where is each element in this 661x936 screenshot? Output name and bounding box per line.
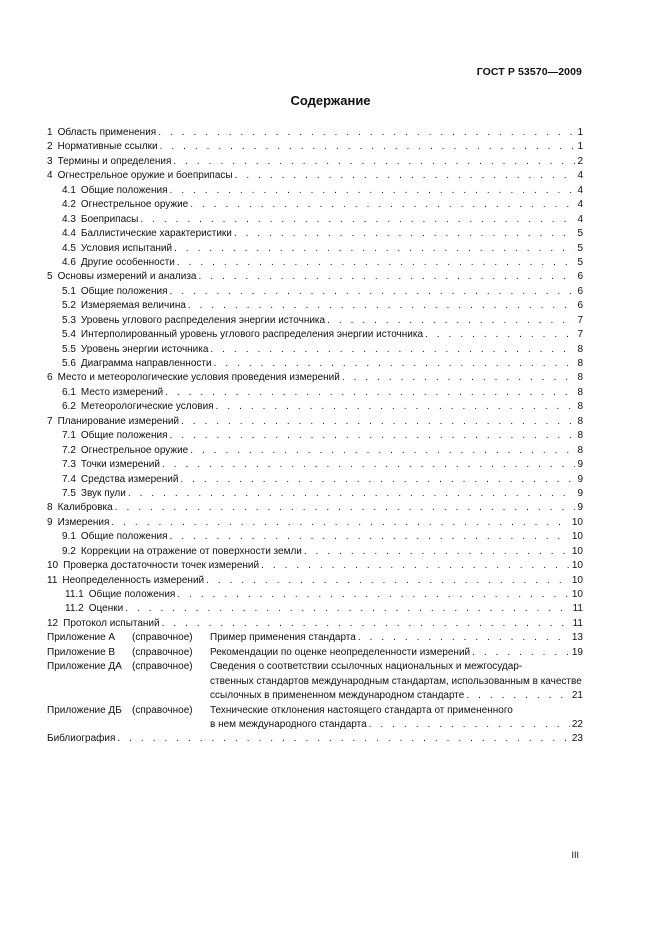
toc-entry-title: Калибровка <box>57 502 113 514</box>
toc-entry-number: 4.4 <box>62 228 76 240</box>
toc-entry-page: 4 <box>577 199 583 211</box>
dot-leader <box>234 227 576 241</box>
dot-leader <box>115 501 576 515</box>
appendix-page: 13 <box>571 632 583 644</box>
toc-entry-number: 9 <box>47 516 53 528</box>
toc-entry-number: 1 <box>47 127 53 138</box>
appendix-kind: (справочное) <box>132 661 193 673</box>
toc-entry-page: 8 <box>577 401 583 413</box>
toc-entry-title: Уровень углового распределения энергии источника <box>80 314 326 326</box>
appendix-title <box>210 704 583 733</box>
toc-entry[interactable] <box>47 458 583 472</box>
toc-entry-label <box>62 256 175 270</box>
toc-entry-title: Баллистические характеристики <box>80 228 232 240</box>
toc-entry-number: 4.1 <box>62 184 76 196</box>
toc-entry[interactable] <box>47 299 583 313</box>
toc-entry-label <box>62 328 423 342</box>
toc-entry[interactable] <box>47 256 583 270</box>
toc-entry-number: 6.2 <box>62 401 76 413</box>
dot-leader <box>158 126 575 140</box>
toc-entry-number: 4.3 <box>62 213 76 225</box>
dot-leader <box>304 545 570 559</box>
toc-entry-title: Другие особенности <box>80 256 175 268</box>
toc-entry-number: 4.5 <box>62 242 76 254</box>
toc-entry-number: 5.4 <box>62 329 76 341</box>
appendix-page: 22 <box>571 718 583 730</box>
toc-entry-label <box>62 285 168 299</box>
toc-entry-label <box>62 487 126 501</box>
toc-entry-label <box>62 213 138 227</box>
toc-entry-page: 8 <box>577 415 583 427</box>
toc-entry-title: Интерполированный уровень углового распределения энергии источника <box>80 329 424 341</box>
toc-entry-title: Диаграмма направленности <box>80 358 212 369</box>
toc-entry-label <box>47 155 171 169</box>
dot-leader <box>358 631 570 645</box>
dot-leader <box>140 213 575 227</box>
toc-entry-label <box>62 545 302 559</box>
toc-entry-page: 8 <box>577 372 583 384</box>
toc-entry-label <box>62 458 160 472</box>
toc-entry-page: 10 <box>571 531 583 543</box>
toc-entry-label <box>62 473 178 487</box>
toc-entry-label <box>47 574 204 588</box>
appendix-title-line: Технические отклонения настоящего стандарта от примененного <box>210 704 513 716</box>
toc-entry-title: Условия испытаний <box>80 242 173 254</box>
toc-entry-title: Звук пули <box>80 487 126 499</box>
toc-entry-label <box>47 371 340 385</box>
toc-entry[interactable] <box>47 213 583 227</box>
appendix-title-line <box>210 631 583 645</box>
toc-entry-number: 10 <box>47 560 59 572</box>
toc-entry-number: 5.2 <box>62 300 76 312</box>
toc-entry-page: 10 <box>571 589 583 600</box>
toc-entry-number: 5.3 <box>62 314 76 326</box>
toc-entry[interactable] <box>47 415 583 429</box>
toc-entry-label <box>62 184 168 198</box>
toc-entry-number: 7.2 <box>62 444 76 456</box>
toc-entry-number: 7 <box>47 415 53 427</box>
appendix-name: Приложение А <box>47 632 116 644</box>
toc-entry-title: Нормативные ссылки <box>57 141 158 153</box>
dot-leader <box>117 732 569 746</box>
toc-entry-title: Оценки <box>88 603 124 615</box>
dot-leader <box>216 400 576 414</box>
dot-leader <box>177 256 576 270</box>
toc-entry-page: 6 <box>577 300 583 312</box>
toc-entry-label <box>62 386 163 400</box>
toc-entry-label <box>62 357 212 371</box>
dot-leader <box>214 357 576 371</box>
toc-entry-page: 1 <box>577 141 583 153</box>
toc-entry[interactable] <box>47 444 583 458</box>
toc-entry[interactable] <box>47 242 583 256</box>
toc-entry-label <box>47 126 156 140</box>
toc-entry[interactable] <box>47 198 583 212</box>
toc-entry-page: 4 <box>577 170 583 182</box>
toc-entry[interactable] <box>47 155 583 169</box>
dot-leader <box>206 574 570 588</box>
toc-entry-title: Термины и определения <box>57 155 172 167</box>
bibliography-entry[interactable] <box>47 732 583 746</box>
toc-entry-page: 11 <box>572 603 583 615</box>
toc-entry-page: 11 <box>572 617 583 629</box>
toc-entry-label <box>47 559 259 573</box>
dot-leader <box>466 689 570 703</box>
dot-leader <box>188 299 576 313</box>
dot-leader <box>165 386 575 400</box>
toc-entry-title: Измеряемая величина <box>80 300 186 312</box>
toc-entry-page: 9 <box>577 473 583 485</box>
toc-entry-number: 4.6 <box>62 256 76 268</box>
toc-entry-number: 5.6 <box>62 358 76 369</box>
dot-leader <box>472 646 570 660</box>
toc-entry-number: 12 <box>47 617 59 629</box>
toc-entry-page: 10 <box>571 574 583 586</box>
toc-entry[interactable] <box>47 516 583 530</box>
toc-entry-title: Точки измерений <box>80 459 160 471</box>
toc-entry-page: 9 <box>577 487 583 499</box>
appendix-kind: (справочное) <box>132 632 193 644</box>
appendix-entry[interactable] <box>47 660 583 703</box>
toc-entry-label <box>62 444 188 458</box>
toc-entry-title: Огнестрельное оружие и боеприпасы <box>57 170 233 182</box>
toc-entry-label <box>47 617 160 631</box>
toc-entry-label <box>62 242 172 256</box>
appendix-title-line <box>210 689 583 703</box>
toc-entry-page: 6 <box>577 271 583 283</box>
dot-leader <box>162 458 575 472</box>
toc-entry-title: Общие положения <box>88 589 176 600</box>
toc-entry-label <box>62 429 168 443</box>
toc-entry[interactable] <box>47 400 583 414</box>
appendix-title-text: Пример применения стандарта <box>210 632 356 644</box>
page-title: Содержание <box>290 93 371 108</box>
toc-entry[interactable] <box>47 617 583 631</box>
toc-entry-number: 2 <box>47 141 53 153</box>
toc-entry-label <box>62 314 325 328</box>
appendix-title-line <box>210 718 583 732</box>
toc-entry-number: 11.2 <box>65 603 84 615</box>
toc-entry-label <box>62 198 188 212</box>
toc-entry-title: Измерения <box>57 516 110 528</box>
toc-entry-number: 6 <box>47 372 53 384</box>
toc-entry-page: 5 <box>577 242 583 254</box>
toc-entry-number: 7.4 <box>62 473 76 485</box>
toc-entry[interactable] <box>47 328 583 342</box>
toc-entry[interactable] <box>47 126 583 140</box>
toc-entry-page: 8 <box>577 386 583 398</box>
page-number: III <box>571 850 579 860</box>
toc-entry-title: Боеприпасы <box>80 213 139 225</box>
toc-entry-page: 10 <box>571 545 583 557</box>
dot-leader <box>125 602 570 616</box>
toc-entry-page: 7 <box>577 314 583 326</box>
appendix-title-text: в нем международного стандарта <box>210 718 367 730</box>
toc-entry[interactable] <box>47 473 583 487</box>
toc-entry-page: 8 <box>577 444 583 456</box>
toc-entry-page: 1 <box>577 127 583 138</box>
toc-entry-title: Огнестрельное оружие <box>80 444 189 456</box>
toc-entry-number: 5.5 <box>62 343 76 355</box>
dot-leader <box>162 617 571 631</box>
bibliography-page: 23 <box>571 733 583 745</box>
toc-entry-page: 5 <box>577 256 583 268</box>
toc-entry-label <box>65 588 175 602</box>
appendix-title-text: ссылочных в примененном международном стандарте <box>210 690 465 702</box>
toc-entry-title: Планирование измерений <box>57 415 180 427</box>
document-id: ГОСТ Р 53570—2009 <box>476 66 582 78</box>
toc-entry-title: Средства измерений <box>80 473 179 485</box>
toc-entry-page: 4 <box>577 184 583 196</box>
toc-entry-label <box>47 501 113 515</box>
appendix-kind: (справочное) <box>132 704 193 716</box>
toc-entry-number: 3 <box>47 155 53 167</box>
dot-leader <box>261 559 570 573</box>
toc-entry-page: 4 <box>577 213 583 225</box>
toc-entry-title: Общие положения <box>80 285 168 297</box>
appendix-name: Приложение В <box>47 646 116 658</box>
appendix-title <box>210 646 583 660</box>
appendix-entry[interactable] <box>47 704 583 733</box>
toc-entry-label <box>47 415 179 429</box>
toc-entry[interactable] <box>47 574 583 588</box>
toc-entry-number: 5 <box>47 271 53 283</box>
toc-entry-title: Метеорологические условия <box>80 401 214 413</box>
toc-entry[interactable] <box>47 545 583 559</box>
toc-entry-title: Общие положения <box>80 531 168 543</box>
toc-entry-page: 7 <box>577 329 583 341</box>
toc-entry-label <box>62 299 186 313</box>
toc-entry-title: Место и метеорологические условия проведения измерений <box>57 372 340 384</box>
appendix-title <box>210 660 583 703</box>
toc-entry-number: 9.2 <box>62 545 76 557</box>
toc-entry[interactable] <box>47 530 583 544</box>
toc-entry[interactable] <box>47 169 583 183</box>
dot-leader <box>369 718 570 732</box>
toc-entry-number: 4.2 <box>62 199 76 211</box>
appendix-page: 21 <box>571 690 583 702</box>
appendix-entry[interactable] <box>47 631 583 645</box>
dot-leader <box>198 270 575 284</box>
appendix-title-text: Рекомендации по оценке неопределенности измерений <box>210 646 471 658</box>
toc-entry-number: 7.5 <box>62 487 76 499</box>
dot-leader <box>173 155 575 169</box>
toc-entry-number: 8 <box>47 502 53 514</box>
toc-entry-number: 4 <box>47 170 53 182</box>
dot-leader <box>180 473 575 487</box>
appendix-name: Приложение ДА <box>47 661 122 673</box>
toc-entry-title: Основы измерений и анализа <box>57 271 197 283</box>
appendix-name: Приложение ДБ <box>47 704 122 716</box>
dot-leader <box>210 343 575 357</box>
toc-entry-title: Коррекции на отражение от поверхности земли <box>80 545 302 557</box>
toc-entry[interactable] <box>47 602 583 616</box>
toc-entry[interactable] <box>47 285 583 299</box>
dot-leader <box>170 530 570 544</box>
toc-entry-page: 10 <box>571 516 583 528</box>
dot-leader <box>425 328 575 342</box>
dot-leader <box>170 184 576 198</box>
dot-leader <box>342 371 576 385</box>
dot-leader <box>190 444 575 458</box>
appendix-kind: (справочное) <box>132 646 193 658</box>
toc-entry-title: Общие положения <box>80 184 168 196</box>
dot-leader <box>170 429 576 443</box>
toc-entry-title: Неопределенность измерений <box>62 574 205 586</box>
toc-entry-label <box>62 400 214 414</box>
dot-leader <box>181 415 575 429</box>
toc-entry[interactable] <box>47 487 583 501</box>
toc-entry-number: 9.1 <box>62 531 76 543</box>
toc-entry[interactable] <box>47 314 583 328</box>
dot-leader <box>170 285 576 299</box>
toc-entry-title: Протокол испытаний <box>63 617 160 629</box>
toc-entry-page: 10 <box>571 560 583 572</box>
appendix-title-line <box>210 646 583 660</box>
toc-entry-page: 9 <box>577 459 583 471</box>
dot-leader <box>128 487 576 501</box>
toc-entry[interactable] <box>47 357 583 371</box>
toc-entry-number: 6.1 <box>62 386 76 398</box>
toc-entry-label <box>47 140 158 154</box>
dot-leader <box>174 242 575 256</box>
appendix-page: 19 <box>571 646 583 658</box>
toc-entry-label <box>62 530 168 544</box>
appendix-title-line: Сведения о соответствии ссылочных национальных и межгосудар- <box>210 661 523 673</box>
toc-entry-page: 5 <box>577 228 583 240</box>
bibliography-title: Библиография <box>47 733 116 745</box>
toc-entry-label <box>65 602 123 616</box>
appendix-entry[interactable] <box>47 646 583 660</box>
toc-entry-title: Место измерений <box>80 386 164 398</box>
toc-entry-page: 8 <box>577 343 583 355</box>
toc-entry[interactable] <box>47 371 583 385</box>
toc-entry-title: Уровень энергии источника <box>80 343 209 355</box>
toc-entry[interactable] <box>47 343 583 357</box>
dot-leader <box>111 516 569 530</box>
appendix-title-line: ственных стандартов международным стандартам, использованным в качестве <box>210 675 582 687</box>
appendix-title <box>210 631 583 645</box>
toc-entry[interactable] <box>47 270 583 284</box>
toc-entry-label <box>62 343 208 357</box>
dot-leader <box>177 588 570 602</box>
toc-entry-label <box>62 227 232 241</box>
toc-entry[interactable] <box>47 227 583 241</box>
toc-entry-number: 11 <box>47 574 58 586</box>
toc-entry-page: 8 <box>577 430 583 442</box>
toc-entry[interactable] <box>47 140 583 154</box>
toc-entry[interactable] <box>47 588 583 602</box>
toc-entry-number: 7.3 <box>62 459 76 471</box>
toc-entry-label <box>47 270 196 284</box>
toc-entry-title: Проверка достаточности точек измерений <box>63 560 260 572</box>
toc-entry-number: 5.1 <box>62 285 76 297</box>
toc-entry[interactable] <box>47 429 583 443</box>
toc-entry-title: Общие положения <box>80 430 168 442</box>
table-of-contents <box>47 126 583 747</box>
dot-leader <box>235 169 576 183</box>
dot-leader <box>190 198 575 212</box>
toc-entry[interactable] <box>47 501 583 515</box>
toc-entry-title: Область применения <box>57 127 157 138</box>
toc-entry-label <box>47 516 109 530</box>
toc-entry[interactable] <box>47 184 583 198</box>
dot-leader <box>160 140 576 154</box>
toc-entry-page: 8 <box>577 358 583 369</box>
toc-entry[interactable] <box>47 386 583 400</box>
toc-entry-page: 2 <box>577 155 583 167</box>
toc-entry-number: 7.1 <box>62 430 76 442</box>
toc-entry[interactable] <box>47 559 583 573</box>
toc-entry-page: 6 <box>577 285 583 297</box>
toc-entry-label <box>47 169 233 183</box>
dot-leader <box>327 314 575 328</box>
toc-entry-page: 9 <box>577 502 583 514</box>
toc-entry-number: 11.1 <box>65 589 84 600</box>
toc-entry-title: Огнестрельное оружие <box>80 199 189 211</box>
